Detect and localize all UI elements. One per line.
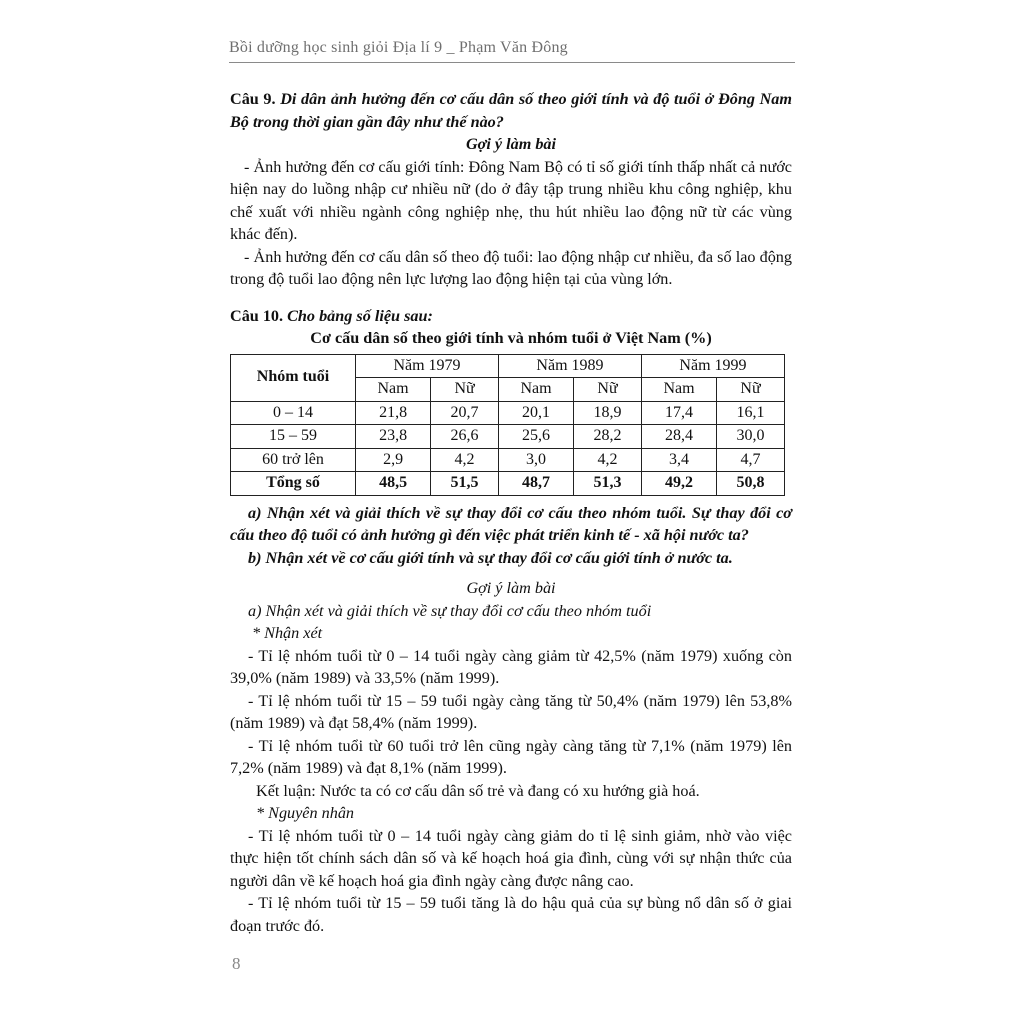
question-10-intro: Cho bảng số liệu sau: <box>283 306 433 325</box>
table-row <box>231 401 785 425</box>
answer-paragraph: - Tỉ lệ nhóm tuổi từ 15 – 59 tuổi tăng là do hậu quả của sự bùng nổ dân số ở giai đoạn trước đó. <box>230 894 792 935</box>
subheading-nhan-xet: * Nhận xét <box>252 624 323 642</box>
answer-paragraph: - Tỉ lệ nhóm tuổi từ 15 – 59 tuổi ngày càng tăng từ 50,4% (năm 1979) lên 53,8% (năm 1989) và đạt 58,4% (năm 1999). <box>230 691 792 732</box>
table-cell: 2,9 <box>356 448 431 472</box>
page-number: 8 <box>232 954 241 973</box>
table-cell: 51,5 <box>431 472 499 496</box>
table-cell: 0 – 14 <box>231 401 356 425</box>
table-header-cell: Nam <box>498 378 573 402</box>
table-cell: 21,8 <box>356 401 431 425</box>
answer-paragraph: - Tỉ lệ nhóm tuổi từ 0 – 14 tuổi ngày càng giảm từ 42,5% (năm 1979) xuống còn 39,0% (năm 1989) và 33,5% (năm 1999). <box>230 646 792 687</box>
table-header-cell: Năm 1999 <box>641 354 784 378</box>
question-9-label: Câu 9. <box>230 90 276 108</box>
table-cell: 28,4 <box>641 425 716 449</box>
answer-paragraph: - Ảnh hưởng đến cơ cấu dân số theo độ tuổi: lao động nhập cư nhiều, đa số lao động trong độ tuổi lao động nên lực lượng lao động hiện tại của vùng lớn. <box>230 247 792 288</box>
table-header-cell: Năm 1979 <box>356 354 499 378</box>
question-10-label: Câu 10. <box>230 306 284 325</box>
table-cell: 15 – 59 <box>231 425 356 449</box>
question-10 <box>230 305 792 328</box>
table-header-row <box>231 354 785 378</box>
table-cell: 60 trở lên <box>231 448 356 472</box>
table-cell: 51,3 <box>574 472 642 496</box>
population-table <box>230 354 785 496</box>
table-header-cell: Năm 1989 <box>498 354 641 378</box>
table-cell: 17,4 <box>641 401 716 425</box>
question-9 <box>230 88 792 133</box>
table-header-cell: Nữ <box>431 378 499 402</box>
conclusion: Kết luận: Nước ta có cơ cấu dân số trẻ và đang có xu hướng già hoá. <box>256 781 700 800</box>
table-header-cell: Nam <box>356 378 431 402</box>
table-cell: 25,6 <box>498 425 573 449</box>
hint-title: Gợi ý làm bài <box>465 135 557 153</box>
answer-paragraph: - Tỉ lệ nhóm tuổi từ 0 – 14 tuổi ngày càng giảm do tỉ lệ sinh giảm, nhờ vào việc thực hiện tốt chính sách dân số và kế hoạch hoá gia đình, cùng với sự nhận thức của người dân về kế hoạch hoá gia đình ngày càng được nâng cao. <box>230 826 792 890</box>
table-cell: 16,1 <box>717 401 785 425</box>
table-cell: 48,5 <box>356 472 431 496</box>
table-cell: 28,2 <box>574 425 642 449</box>
table-total-row <box>231 472 785 496</box>
table-header-cell: Nam <box>641 378 716 402</box>
table-header-cell: Nữ <box>574 378 642 402</box>
page-content <box>230 88 792 937</box>
table-cell: 4,2 <box>574 448 642 472</box>
table-title: Cơ cấu dân số theo giới tính và nhóm tuổi ở Việt Nam (%) <box>310 329 712 347</box>
question-10-b: b) Nhận xét về cơ cấu giới tính và sự thay đổi cơ cấu giới tính ở nước ta. <box>248 548 733 567</box>
table-cell: Tổng số <box>231 472 356 496</box>
table-cell: 3,0 <box>498 448 573 472</box>
subheading-nguyen-nhan: * Nguyên nhân <box>256 804 355 822</box>
table-cell: 50,8 <box>717 472 785 496</box>
table-cell: 4,7 <box>717 448 785 472</box>
table-cell: 49,2 <box>641 472 716 496</box>
question-10-a: a) Nhận xét và giải thích về sự thay đổi cơ cấu theo nhóm tuổi. Sự thay đổi cơ cấu theo độ tuổi có ảnh hưởng gì đến việc phát triển kinh tế - xã hội nước ta? <box>230 503 792 544</box>
answer-paragraph: - Ảnh hưởng đến cơ cấu giới tính: Đông Nam Bộ có tỉ số giới tính thấp nhất cả nước hiện nay do luồng nhập cư nhiều nữ (do ở đây tập trung nhiều khu công nghiệp, khu chế xuất với nhiều ngành công nghiệp nhẹ, thu hút nhiều lao động nữ từ các vùng khác đến). <box>230 157 792 243</box>
table-cell: 30,0 <box>717 425 785 449</box>
table-cell: 20,7 <box>431 401 499 425</box>
table-cell: 4,2 <box>431 448 499 472</box>
table-cell: 26,6 <box>431 425 499 449</box>
table-header-cell: Nhóm tuổi <box>231 354 356 401</box>
answer-heading: a) Nhận xét và giải thích về sự thay đổi cơ cấu theo nhóm tuổi <box>248 601 652 620</box>
table-cell: 48,7 <box>498 472 573 496</box>
table-header-cell: Nữ <box>717 378 785 402</box>
table-row <box>231 425 785 449</box>
table-row <box>231 448 785 472</box>
table-cell: 18,9 <box>574 401 642 425</box>
hint-title: Gợi ý làm bài <box>466 579 556 597</box>
table-cell: 20,1 <box>498 401 573 425</box>
running-header: Bồi dưỡng học sinh giỏi Địa lí 9 _ Phạm Văn Đông <box>229 38 795 63</box>
question-9-text: Di dân ảnh hưởng đến cơ cấu dân số theo giới tính và độ tuổi ở Đông Nam Bộ trong thời gian gần đây như thế nào? <box>230 90 792 131</box>
table-cell: 3,4 <box>641 448 716 472</box>
answer-paragraph: - Tỉ lệ nhóm tuổi từ 60 tuổi trở lên cũng ngày càng tăng từ 7,1% (năm 1979) lên 7,2% (năm 1989) và đạt 8,1% (năm 1999). <box>230 736 792 777</box>
table-cell: 23,8 <box>356 425 431 449</box>
